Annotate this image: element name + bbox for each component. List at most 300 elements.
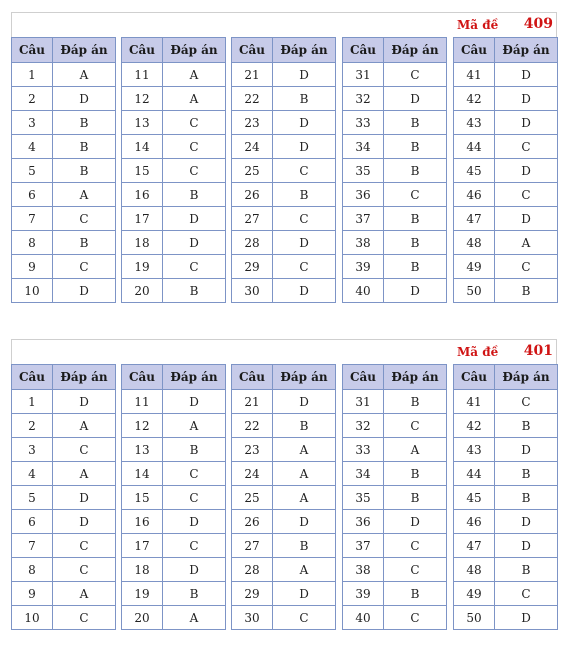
answer-cell: B bbox=[384, 255, 447, 279]
question-number: 6 bbox=[12, 510, 53, 534]
table-row bbox=[232, 87, 336, 111]
table-row bbox=[12, 183, 116, 207]
table-row bbox=[454, 207, 558, 231]
answer-cell: C bbox=[384, 183, 447, 207]
question-number: 42 bbox=[454, 87, 495, 111]
question-number: 6 bbox=[12, 183, 53, 207]
answer-cell: D bbox=[163, 231, 226, 255]
column-header-question: Câu bbox=[454, 365, 495, 390]
table-row bbox=[343, 111, 447, 135]
question-number: 9 bbox=[12, 255, 53, 279]
column-header-answer: Đáp án bbox=[163, 365, 226, 390]
table-row bbox=[232, 606, 336, 630]
question-number: 10 bbox=[12, 279, 53, 303]
answer-cell: B bbox=[495, 279, 558, 303]
table-row bbox=[12, 462, 116, 486]
table-row bbox=[122, 486, 226, 510]
table-row bbox=[122, 534, 226, 558]
answer-cell: C bbox=[53, 606, 116, 630]
answer-cell: C bbox=[384, 63, 447, 87]
question-number: 37 bbox=[343, 207, 384, 231]
question-number: 25 bbox=[232, 486, 273, 510]
answer-cell: B bbox=[384, 135, 447, 159]
question-number: 35 bbox=[343, 159, 384, 183]
question-number: 2 bbox=[12, 87, 53, 111]
question-number: 11 bbox=[122, 63, 163, 87]
answer-cell: C bbox=[53, 534, 116, 558]
column-header-answer: Đáp án bbox=[384, 38, 447, 63]
answer-cell: D bbox=[495, 438, 558, 462]
table-row bbox=[232, 159, 336, 183]
table-row bbox=[454, 63, 558, 87]
question-number: 39 bbox=[343, 255, 384, 279]
answer-cell: C bbox=[384, 558, 447, 582]
answer-cell: C bbox=[163, 486, 226, 510]
table-row bbox=[12, 558, 116, 582]
question-number: 34 bbox=[343, 135, 384, 159]
question-number: 30 bbox=[232, 279, 273, 303]
table-row bbox=[12, 255, 116, 279]
answer-cell: B bbox=[163, 438, 226, 462]
table-row bbox=[232, 279, 336, 303]
question-number: 11 bbox=[122, 390, 163, 414]
answer-cell: A bbox=[53, 63, 116, 87]
table-row bbox=[343, 486, 447, 510]
column-header-answer: Đáp án bbox=[53, 365, 116, 390]
table-row bbox=[454, 606, 558, 630]
question-number: 25 bbox=[232, 159, 273, 183]
answer-cell: D bbox=[495, 606, 558, 630]
question-number: 45 bbox=[454, 486, 495, 510]
question-number: 42 bbox=[454, 414, 495, 438]
question-number: 22 bbox=[232, 87, 273, 111]
answer-cell: B bbox=[384, 207, 447, 231]
question-number: 24 bbox=[232, 135, 273, 159]
question-number: 34 bbox=[343, 462, 384, 486]
answer-cell: B bbox=[163, 582, 226, 606]
answer-cell: D bbox=[495, 510, 558, 534]
answer-cell: C bbox=[163, 111, 226, 135]
exam-code-label: Mã đề bbox=[457, 345, 499, 359]
answer-cell: A bbox=[273, 462, 336, 486]
question-number: 21 bbox=[232, 390, 273, 414]
question-number: 45 bbox=[454, 159, 495, 183]
answer-cell: D bbox=[163, 558, 226, 582]
answer-cell: A bbox=[163, 87, 226, 111]
question-number: 40 bbox=[343, 279, 384, 303]
answer-cell: A bbox=[53, 414, 116, 438]
question-number: 43 bbox=[454, 111, 495, 135]
table-row bbox=[343, 606, 447, 630]
question-number: 29 bbox=[232, 255, 273, 279]
question-number: 32 bbox=[343, 87, 384, 111]
sheet-header bbox=[11, 12, 557, 37]
question-number: 33 bbox=[343, 438, 384, 462]
table-row bbox=[232, 63, 336, 87]
table-row bbox=[454, 279, 558, 303]
answer-cell: A bbox=[273, 558, 336, 582]
table-row bbox=[232, 183, 336, 207]
table-row bbox=[122, 606, 226, 630]
question-number: 14 bbox=[122, 462, 163, 486]
answer-cell: C bbox=[495, 582, 558, 606]
answer-cell: D bbox=[495, 63, 558, 87]
table-row bbox=[232, 231, 336, 255]
column-header-question: Câu bbox=[122, 365, 163, 390]
column-header-question: Câu bbox=[343, 38, 384, 63]
answer-cell: B bbox=[273, 534, 336, 558]
answer-cell: D bbox=[53, 279, 116, 303]
answer-cell: A bbox=[163, 606, 226, 630]
column-header-answer: Đáp án bbox=[273, 365, 336, 390]
question-number: 15 bbox=[122, 159, 163, 183]
answer-table bbox=[453, 37, 557, 303]
table-row bbox=[232, 111, 336, 135]
answer-table bbox=[121, 364, 225, 630]
answer-cell: B bbox=[495, 486, 558, 510]
answer-cell: D bbox=[163, 510, 226, 534]
answer-cell: A bbox=[273, 438, 336, 462]
answer-cell: C bbox=[53, 558, 116, 582]
table-row bbox=[232, 135, 336, 159]
answer-cell: B bbox=[163, 279, 226, 303]
answer-table bbox=[342, 364, 446, 630]
answer-sheet-401 bbox=[11, 339, 557, 632]
table-row bbox=[454, 390, 558, 414]
answer-cell: B bbox=[273, 87, 336, 111]
table-row bbox=[454, 111, 558, 135]
answer-cell: C bbox=[495, 390, 558, 414]
answer-cell: B bbox=[495, 558, 558, 582]
answer-cell: B bbox=[384, 231, 447, 255]
answer-cell: B bbox=[495, 462, 558, 486]
table-row bbox=[12, 606, 116, 630]
question-number: 17 bbox=[122, 207, 163, 231]
question-number: 23 bbox=[232, 438, 273, 462]
answer-cell: B bbox=[273, 414, 336, 438]
table-row bbox=[454, 462, 558, 486]
question-number: 47 bbox=[454, 534, 495, 558]
answer-cell: B bbox=[53, 135, 116, 159]
answer-cell: C bbox=[495, 255, 558, 279]
answer-table bbox=[453, 364, 557, 630]
question-number: 16 bbox=[122, 510, 163, 534]
answer-cell: B bbox=[384, 390, 447, 414]
answer-cell: C bbox=[273, 159, 336, 183]
answer-cell: A bbox=[384, 438, 447, 462]
answer-cell: C bbox=[384, 606, 447, 630]
question-number: 5 bbox=[12, 159, 53, 183]
answer-cell: D bbox=[273, 135, 336, 159]
answer-cell: A bbox=[273, 486, 336, 510]
table-row bbox=[122, 135, 226, 159]
answer-cell: C bbox=[495, 135, 558, 159]
answer-cell: A bbox=[163, 414, 226, 438]
question-number: 12 bbox=[122, 87, 163, 111]
question-number: 4 bbox=[12, 135, 53, 159]
question-number: 2 bbox=[12, 414, 53, 438]
question-number: 50 bbox=[454, 606, 495, 630]
table-row bbox=[232, 558, 336, 582]
table-row bbox=[12, 534, 116, 558]
table-row bbox=[122, 438, 226, 462]
table-row bbox=[12, 111, 116, 135]
answer-cell: B bbox=[384, 111, 447, 135]
question-number: 36 bbox=[343, 510, 384, 534]
question-number: 35 bbox=[343, 486, 384, 510]
answer-cell: D bbox=[384, 279, 447, 303]
table-row bbox=[454, 582, 558, 606]
column-header-answer: Đáp án bbox=[495, 365, 558, 390]
question-number: 26 bbox=[232, 183, 273, 207]
answer-cell: C bbox=[163, 534, 226, 558]
question-number: 28 bbox=[232, 231, 273, 255]
table-row bbox=[343, 414, 447, 438]
question-number: 40 bbox=[343, 606, 384, 630]
table-row bbox=[343, 462, 447, 486]
answer-cell: D bbox=[273, 510, 336, 534]
exam-code-label: Mã đề bbox=[457, 18, 499, 32]
table-row bbox=[12, 135, 116, 159]
answer-cell: D bbox=[53, 87, 116, 111]
column-header-question: Câu bbox=[454, 38, 495, 63]
answer-cell: B bbox=[53, 159, 116, 183]
table-row bbox=[232, 255, 336, 279]
table-row bbox=[122, 462, 226, 486]
question-number: 1 bbox=[12, 390, 53, 414]
answer-cell: C bbox=[163, 462, 226, 486]
question-number: 43 bbox=[454, 438, 495, 462]
table-row bbox=[454, 183, 558, 207]
table-row bbox=[12, 63, 116, 87]
table-row bbox=[122, 255, 226, 279]
column-header-question: Câu bbox=[232, 365, 273, 390]
question-number: 13 bbox=[122, 111, 163, 135]
table-row bbox=[454, 558, 558, 582]
answer-cell: B bbox=[163, 183, 226, 207]
question-number: 28 bbox=[232, 558, 273, 582]
question-number: 39 bbox=[343, 582, 384, 606]
column-header-question: Câu bbox=[343, 365, 384, 390]
table-row bbox=[12, 390, 116, 414]
question-number: 7 bbox=[12, 534, 53, 558]
column-header-answer: Đáp án bbox=[273, 38, 336, 63]
answer-cell: D bbox=[495, 159, 558, 183]
table-row bbox=[12, 87, 116, 111]
table-row bbox=[232, 207, 336, 231]
answer-cell: A bbox=[163, 63, 226, 87]
answer-cell: D bbox=[384, 87, 447, 111]
table-row bbox=[122, 510, 226, 534]
table-row bbox=[454, 510, 558, 534]
answer-cell: A bbox=[53, 582, 116, 606]
question-number: 44 bbox=[454, 462, 495, 486]
question-number: 48 bbox=[454, 231, 495, 255]
answer-cell: B bbox=[53, 231, 116, 255]
question-number: 19 bbox=[122, 255, 163, 279]
answer-cell: C bbox=[273, 255, 336, 279]
sheet-header bbox=[11, 339, 557, 364]
table-row bbox=[122, 63, 226, 87]
question-number: 3 bbox=[12, 438, 53, 462]
question-number: 20 bbox=[122, 606, 163, 630]
question-number: 23 bbox=[232, 111, 273, 135]
question-number: 41 bbox=[454, 390, 495, 414]
question-number: 37 bbox=[343, 534, 384, 558]
table-row bbox=[454, 255, 558, 279]
column-header-question: Câu bbox=[12, 365, 53, 390]
table-row bbox=[122, 231, 226, 255]
table-row bbox=[122, 414, 226, 438]
column-header-question: Câu bbox=[122, 38, 163, 63]
answer-table bbox=[231, 37, 335, 303]
table-row bbox=[122, 111, 226, 135]
table-row bbox=[454, 135, 558, 159]
table-row bbox=[12, 582, 116, 606]
answer-cell: D bbox=[495, 534, 558, 558]
answer-table bbox=[231, 364, 335, 630]
question-number: 30 bbox=[232, 606, 273, 630]
question-number: 5 bbox=[12, 486, 53, 510]
answer-cell: D bbox=[495, 207, 558, 231]
table-row bbox=[12, 438, 116, 462]
question-number: 10 bbox=[12, 606, 53, 630]
question-number: 15 bbox=[122, 486, 163, 510]
answer-table bbox=[121, 37, 225, 303]
question-number: 7 bbox=[12, 207, 53, 231]
answer-cell: D bbox=[273, 582, 336, 606]
table-row bbox=[232, 582, 336, 606]
question-number: 26 bbox=[232, 510, 273, 534]
table-row bbox=[122, 279, 226, 303]
answer-cell: D bbox=[273, 111, 336, 135]
table-row bbox=[12, 231, 116, 255]
answer-table bbox=[11, 364, 115, 630]
answer-cell: A bbox=[495, 231, 558, 255]
question-number: 38 bbox=[343, 558, 384, 582]
answer-cell: B bbox=[384, 462, 447, 486]
question-number: 50 bbox=[454, 279, 495, 303]
answer-cell: D bbox=[53, 390, 116, 414]
question-number: 46 bbox=[454, 183, 495, 207]
table-row bbox=[232, 462, 336, 486]
answer-cell: D bbox=[273, 279, 336, 303]
table-row bbox=[454, 159, 558, 183]
answer-cell: B bbox=[495, 414, 558, 438]
question-number: 19 bbox=[122, 582, 163, 606]
table-row bbox=[343, 207, 447, 231]
table-row bbox=[343, 279, 447, 303]
question-number: 22 bbox=[232, 414, 273, 438]
question-number: 46 bbox=[454, 510, 495, 534]
table-row bbox=[232, 438, 336, 462]
question-number: 31 bbox=[343, 63, 384, 87]
answer-cell: A bbox=[53, 183, 116, 207]
answer-table bbox=[11, 37, 115, 303]
question-number: 16 bbox=[122, 183, 163, 207]
question-number: 33 bbox=[343, 111, 384, 135]
table-row bbox=[343, 438, 447, 462]
table-row bbox=[122, 159, 226, 183]
question-number: 47 bbox=[454, 207, 495, 231]
table-row bbox=[454, 87, 558, 111]
question-number: 31 bbox=[343, 390, 384, 414]
answer-cell: C bbox=[384, 414, 447, 438]
column-header-answer: Đáp án bbox=[384, 365, 447, 390]
answer-cell: B bbox=[384, 159, 447, 183]
answer-cell: B bbox=[384, 486, 447, 510]
column-header-question: Câu bbox=[232, 38, 273, 63]
answer-cell: B bbox=[53, 111, 116, 135]
question-number: 27 bbox=[232, 534, 273, 558]
table-row bbox=[454, 486, 558, 510]
answer-cell: C bbox=[163, 159, 226, 183]
answer-cell: D bbox=[273, 231, 336, 255]
table-row bbox=[122, 87, 226, 111]
answer-groups bbox=[11, 37, 557, 305]
question-number: 17 bbox=[122, 534, 163, 558]
table-row bbox=[232, 390, 336, 414]
table-row bbox=[12, 207, 116, 231]
table-row bbox=[343, 183, 447, 207]
question-number: 3 bbox=[12, 111, 53, 135]
table-row bbox=[232, 534, 336, 558]
answer-cell: D bbox=[273, 63, 336, 87]
table-row bbox=[454, 438, 558, 462]
question-number: 44 bbox=[454, 135, 495, 159]
answer-cell: C bbox=[53, 438, 116, 462]
table-row bbox=[343, 159, 447, 183]
table-row bbox=[122, 558, 226, 582]
table-row bbox=[454, 534, 558, 558]
table-row bbox=[122, 183, 226, 207]
table-row bbox=[343, 87, 447, 111]
exam-code-value: 401 bbox=[523, 343, 553, 359]
table-row bbox=[343, 558, 447, 582]
question-number: 32 bbox=[343, 414, 384, 438]
table-row bbox=[343, 231, 447, 255]
table-row bbox=[343, 534, 447, 558]
table-row bbox=[343, 390, 447, 414]
table-row bbox=[454, 231, 558, 255]
answer-cell: D bbox=[163, 390, 226, 414]
answer-cell: B bbox=[273, 183, 336, 207]
column-header-answer: Đáp án bbox=[163, 38, 226, 63]
exam-code-value: 409 bbox=[523, 16, 553, 32]
table-row bbox=[343, 510, 447, 534]
question-number: 14 bbox=[122, 135, 163, 159]
question-number: 21 bbox=[232, 63, 273, 87]
table-row bbox=[232, 414, 336, 438]
answer-cell: C bbox=[163, 135, 226, 159]
answer-cell: A bbox=[53, 462, 116, 486]
table-row bbox=[343, 135, 447, 159]
table-row bbox=[232, 486, 336, 510]
table-row bbox=[12, 486, 116, 510]
answer-cell: D bbox=[273, 390, 336, 414]
answer-cell: C bbox=[273, 207, 336, 231]
question-number: 49 bbox=[454, 582, 495, 606]
answer-cell: D bbox=[53, 486, 116, 510]
table-row bbox=[343, 582, 447, 606]
question-number: 27 bbox=[232, 207, 273, 231]
question-number: 18 bbox=[122, 558, 163, 582]
question-number: 41 bbox=[454, 63, 495, 87]
question-number: 1 bbox=[12, 63, 53, 87]
answer-cell: D bbox=[495, 111, 558, 135]
answer-table bbox=[342, 37, 446, 303]
table-row bbox=[122, 390, 226, 414]
